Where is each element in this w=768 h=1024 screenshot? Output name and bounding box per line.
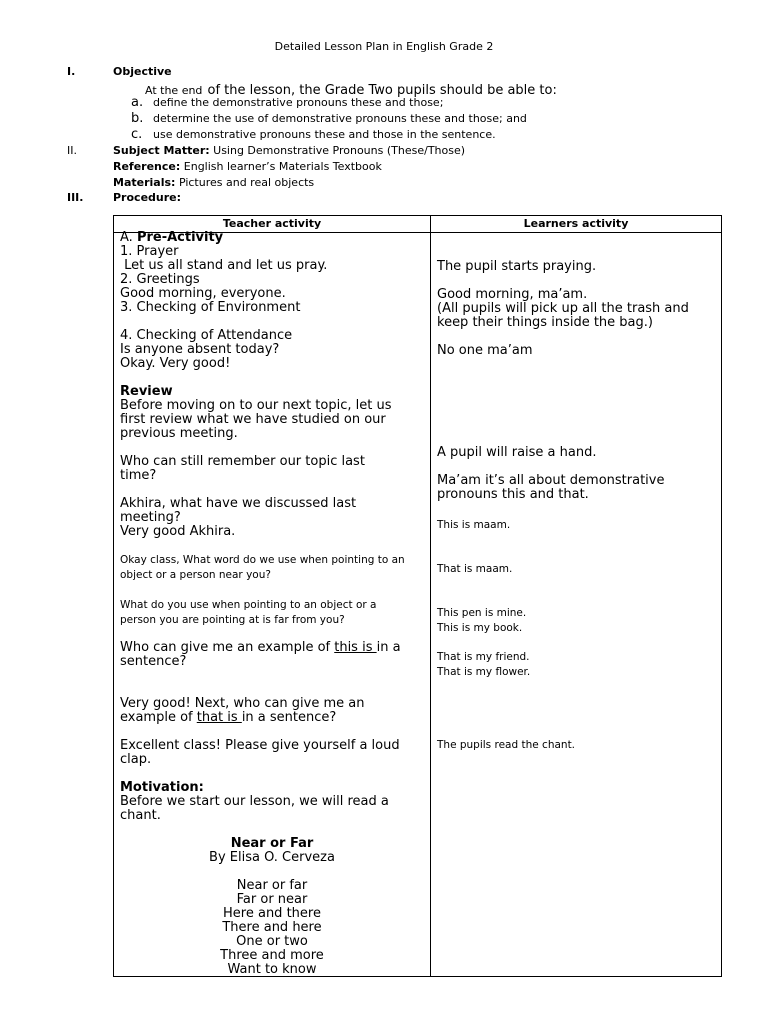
procedure-heading: Procedure: bbox=[113, 191, 182, 204]
column-divider bbox=[430, 216, 431, 976]
teacher-line: Very good! Next, who can give me an bbox=[120, 696, 365, 711]
teacher-line: 1. Prayer bbox=[120, 244, 179, 259]
learner-line: Good morning, ma’am. bbox=[437, 287, 588, 302]
motivation-heading: Motivation: bbox=[120, 780, 204, 795]
teacher-line: time? bbox=[120, 468, 157, 483]
teacher-line: object or a person near you? bbox=[120, 569, 271, 581]
learner-line: (All pupils will pick up all the trash and bbox=[437, 301, 689, 316]
learner-line: keep their things inside the bag.) bbox=[437, 315, 653, 330]
section-numeral: III. bbox=[67, 191, 84, 204]
chant-line: Far or near bbox=[236, 892, 308, 907]
teacher-line: Akhira, what have we discussed last bbox=[120, 496, 357, 511]
reference: Reference: English learner’s Materials Textbook bbox=[113, 160, 382, 173]
learner-line: This pen is mine. bbox=[437, 607, 527, 619]
teacher-line: meeting? bbox=[120, 510, 181, 525]
teacher-line: Good morning, everyone. bbox=[120, 286, 286, 301]
objective-item: use demonstrative pronouns these and those in the sentence. bbox=[153, 128, 496, 141]
section-numeral: II. bbox=[67, 144, 77, 157]
learner-line: pronouns this and that. bbox=[437, 487, 589, 502]
section-numeral: I. bbox=[67, 65, 76, 78]
learner-line: A pupil will raise a hand. bbox=[437, 445, 597, 460]
chant-line: Here and there bbox=[223, 906, 321, 921]
chant-line: Want to know bbox=[227, 962, 317, 977]
learner-line: No one ma’am bbox=[437, 343, 533, 358]
learner-line: This is my book. bbox=[437, 622, 523, 634]
chant-author: By Elisa O. Cerveza bbox=[209, 850, 335, 865]
learner-line: That is my flower. bbox=[437, 666, 531, 678]
learner-line: That is my friend. bbox=[437, 651, 530, 663]
teacher-line: 4. Checking of Attendance bbox=[120, 328, 293, 343]
teacher-line: Is anyone absent today? bbox=[120, 342, 280, 357]
teacher-line: Okay. Very good! bbox=[120, 356, 231, 371]
chant-title: Near or Far bbox=[230, 836, 314, 851]
objective-intro: At the end of the lesson, the Grade Two pupils should be able to: bbox=[145, 83, 557, 98]
materials: Materials: Pictures and real objects bbox=[113, 176, 315, 189]
learner-line: This is maam. bbox=[437, 519, 511, 531]
teacher-line: person you are pointing at is far from you? bbox=[120, 614, 345, 626]
learner-line: The pupils read the chant. bbox=[437, 739, 576, 751]
objective-heading: Objective bbox=[113, 65, 172, 78]
teacher-line: What do you use when pointing to an object or a bbox=[120, 599, 377, 611]
learner-line: Ma’am it’s all about demonstrative bbox=[437, 473, 665, 488]
activity-table bbox=[113, 215, 722, 977]
teacher-line: Okay class, What word do we use when pointing to an bbox=[120, 554, 405, 566]
chant-line: Three and more bbox=[220, 948, 324, 963]
teacher-line: Who can still remember our topic last bbox=[120, 454, 365, 469]
page-title: Detailed Lesson Plan in English Grade 2 bbox=[274, 40, 494, 53]
chant-line: There and here bbox=[222, 920, 322, 935]
teacher-line: Very good Akhira. bbox=[120, 524, 236, 539]
subject-matter: Subject Matter: Using Demonstrative Pronouns (These/Those) bbox=[113, 144, 466, 157]
teacher-line: 3. Checking of Environment bbox=[120, 300, 301, 315]
teacher-line: previous meeting. bbox=[120, 426, 238, 441]
header-teacher: Teacher activity bbox=[222, 217, 322, 230]
teacher-line: first review what we have studied on our bbox=[120, 412, 386, 427]
teacher-line: example of that is in a sentence? bbox=[120, 710, 337, 725]
teacher-line: 2. Greetings bbox=[120, 272, 200, 287]
teacher-line: Excellent class! Please give yourself a loud bbox=[120, 738, 400, 753]
teacher-line: Who can give me an example of this is in a bbox=[120, 640, 401, 655]
pre-activity-heading: A. Pre-Activity bbox=[120, 230, 224, 245]
objective-letter: a. bbox=[131, 95, 144, 110]
teacher-line: chant. bbox=[120, 808, 161, 823]
teacher-line: sentence? bbox=[120, 654, 187, 669]
objective-letter: b. bbox=[131, 111, 144, 126]
review-heading: Review bbox=[120, 384, 173, 399]
objective-item: determine the use of demonstrative pronouns these and those; and bbox=[153, 112, 527, 125]
teacher-line: Before moving on to our next topic, let us bbox=[120, 398, 392, 413]
chant-line: Near or far bbox=[236, 878, 308, 893]
chant-line: One or two bbox=[236, 934, 308, 949]
teacher-line: clap. bbox=[120, 752, 152, 767]
header-learners: Learners activity bbox=[523, 217, 629, 230]
teacher-line: Before we start our lesson, we will read a bbox=[120, 794, 389, 809]
objective-letter: c. bbox=[131, 127, 143, 142]
objective-item: define the demonstrative pronouns these and those; bbox=[153, 96, 444, 109]
learner-line: The pupil starts praying. bbox=[437, 259, 597, 274]
teacher-line: Let us all stand and let us pray. bbox=[120, 258, 328, 273]
learner-line: That is maam. bbox=[437, 563, 513, 575]
